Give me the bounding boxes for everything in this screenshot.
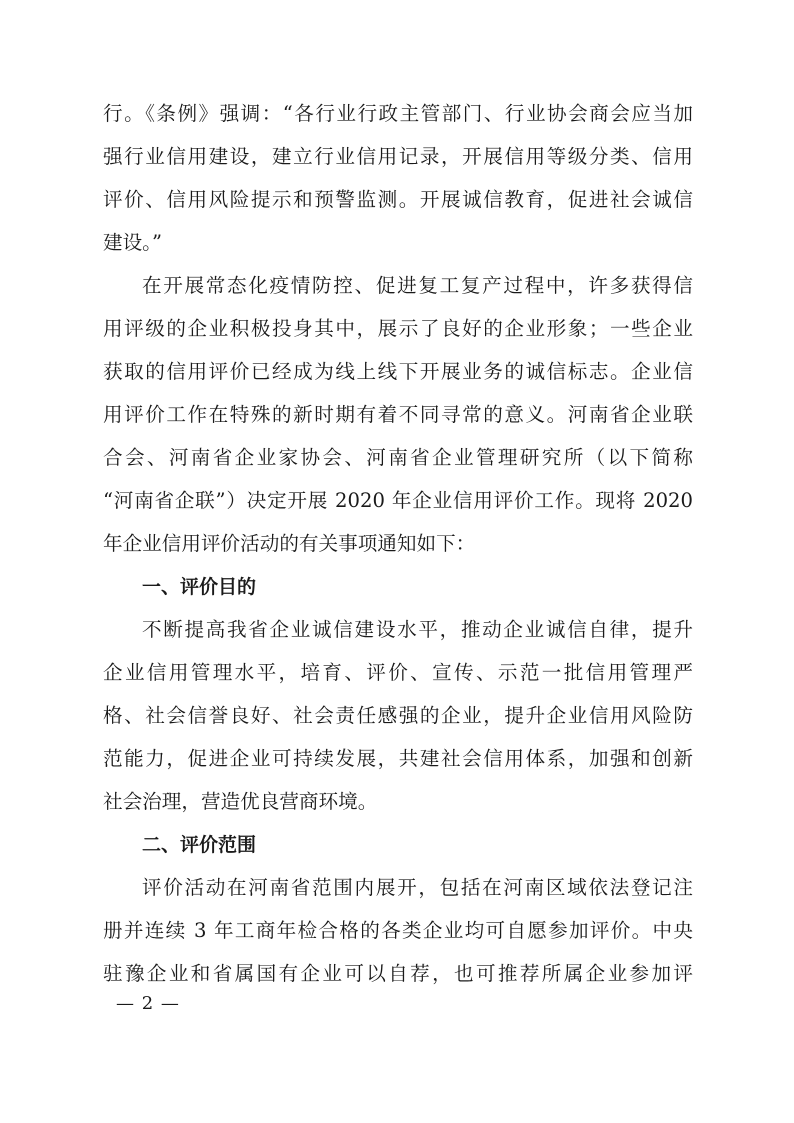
section-heading-scope: 二、评价范围 [142,834,257,856]
paragraph-line: 驻豫企业和省属国有企业可以自荐，也可推荐所属企业参加评 [103,962,693,985]
paragraph-line: 企业信用管理水平，培育、评价、宣传、示范一批信用管理严 [103,661,693,684]
paragraph-line: 不断提高我省企业诚信建设水平，推动企业诚信自律，提升 [142,618,693,641]
paragraph-line: 行。《条例》强调：“各行业行政主管部门、行业协会商会应当加 [103,102,693,125]
paragraph-line: 获取的信用评价已经成为线上线下开展业务的诚信标志。企业信 [103,360,693,383]
paragraph-line: 年企业信用评价活动的有关事项通知如下： [103,532,476,555]
paragraph-line: 社会治理，营造优良营商环境。 [103,790,378,813]
section-heading-purpose: 一、评价目的 [142,576,257,598]
paragraph-line: 评价、信用风险提示和预警监测。开展诚信教育，促进社会诚信 [103,188,693,211]
page-number: — 2 — [116,993,180,1014]
paragraph-line: “河南省企联”）决定开展 2020 年企业信用评价工作。现将 2020 [103,489,693,512]
paragraph-line: 用评级的企业积极投身其中，展示了良好的企业形象；一些企业 [103,317,693,340]
paragraph-line: 格、社会信誉良好、社会责任感强的企业，提升企业信用风险防 [103,704,693,727]
paragraph-line: 合会、河南省企业家协会、河南省企业管理研究所（以下简称 [103,446,693,469]
paragraph-line: 建设。” [103,231,162,254]
paragraph-line: 范能力，促进企业可持续发展，共建社会信用体系，加强和创新 [103,747,693,770]
paragraph-line: 评价活动在河南省范围内展开，包括在河南区域依法登记注 [142,876,693,899]
paragraph-line: 在开展常态化疫情防控、促进复工复产过程中，许多获得信 [142,274,693,297]
paragraph-line: 用评价工作在特殊的新时期有着不同寻常的意义。河南省企业联 [103,403,693,426]
paragraph-line: 强行业信用建设，建立行业信用记录，开展信用等级分类、信用 [103,145,693,168]
paragraph-line: 册并连续 3 年工商年检合格的各类企业均可自愿参加评价。中央 [103,919,693,942]
